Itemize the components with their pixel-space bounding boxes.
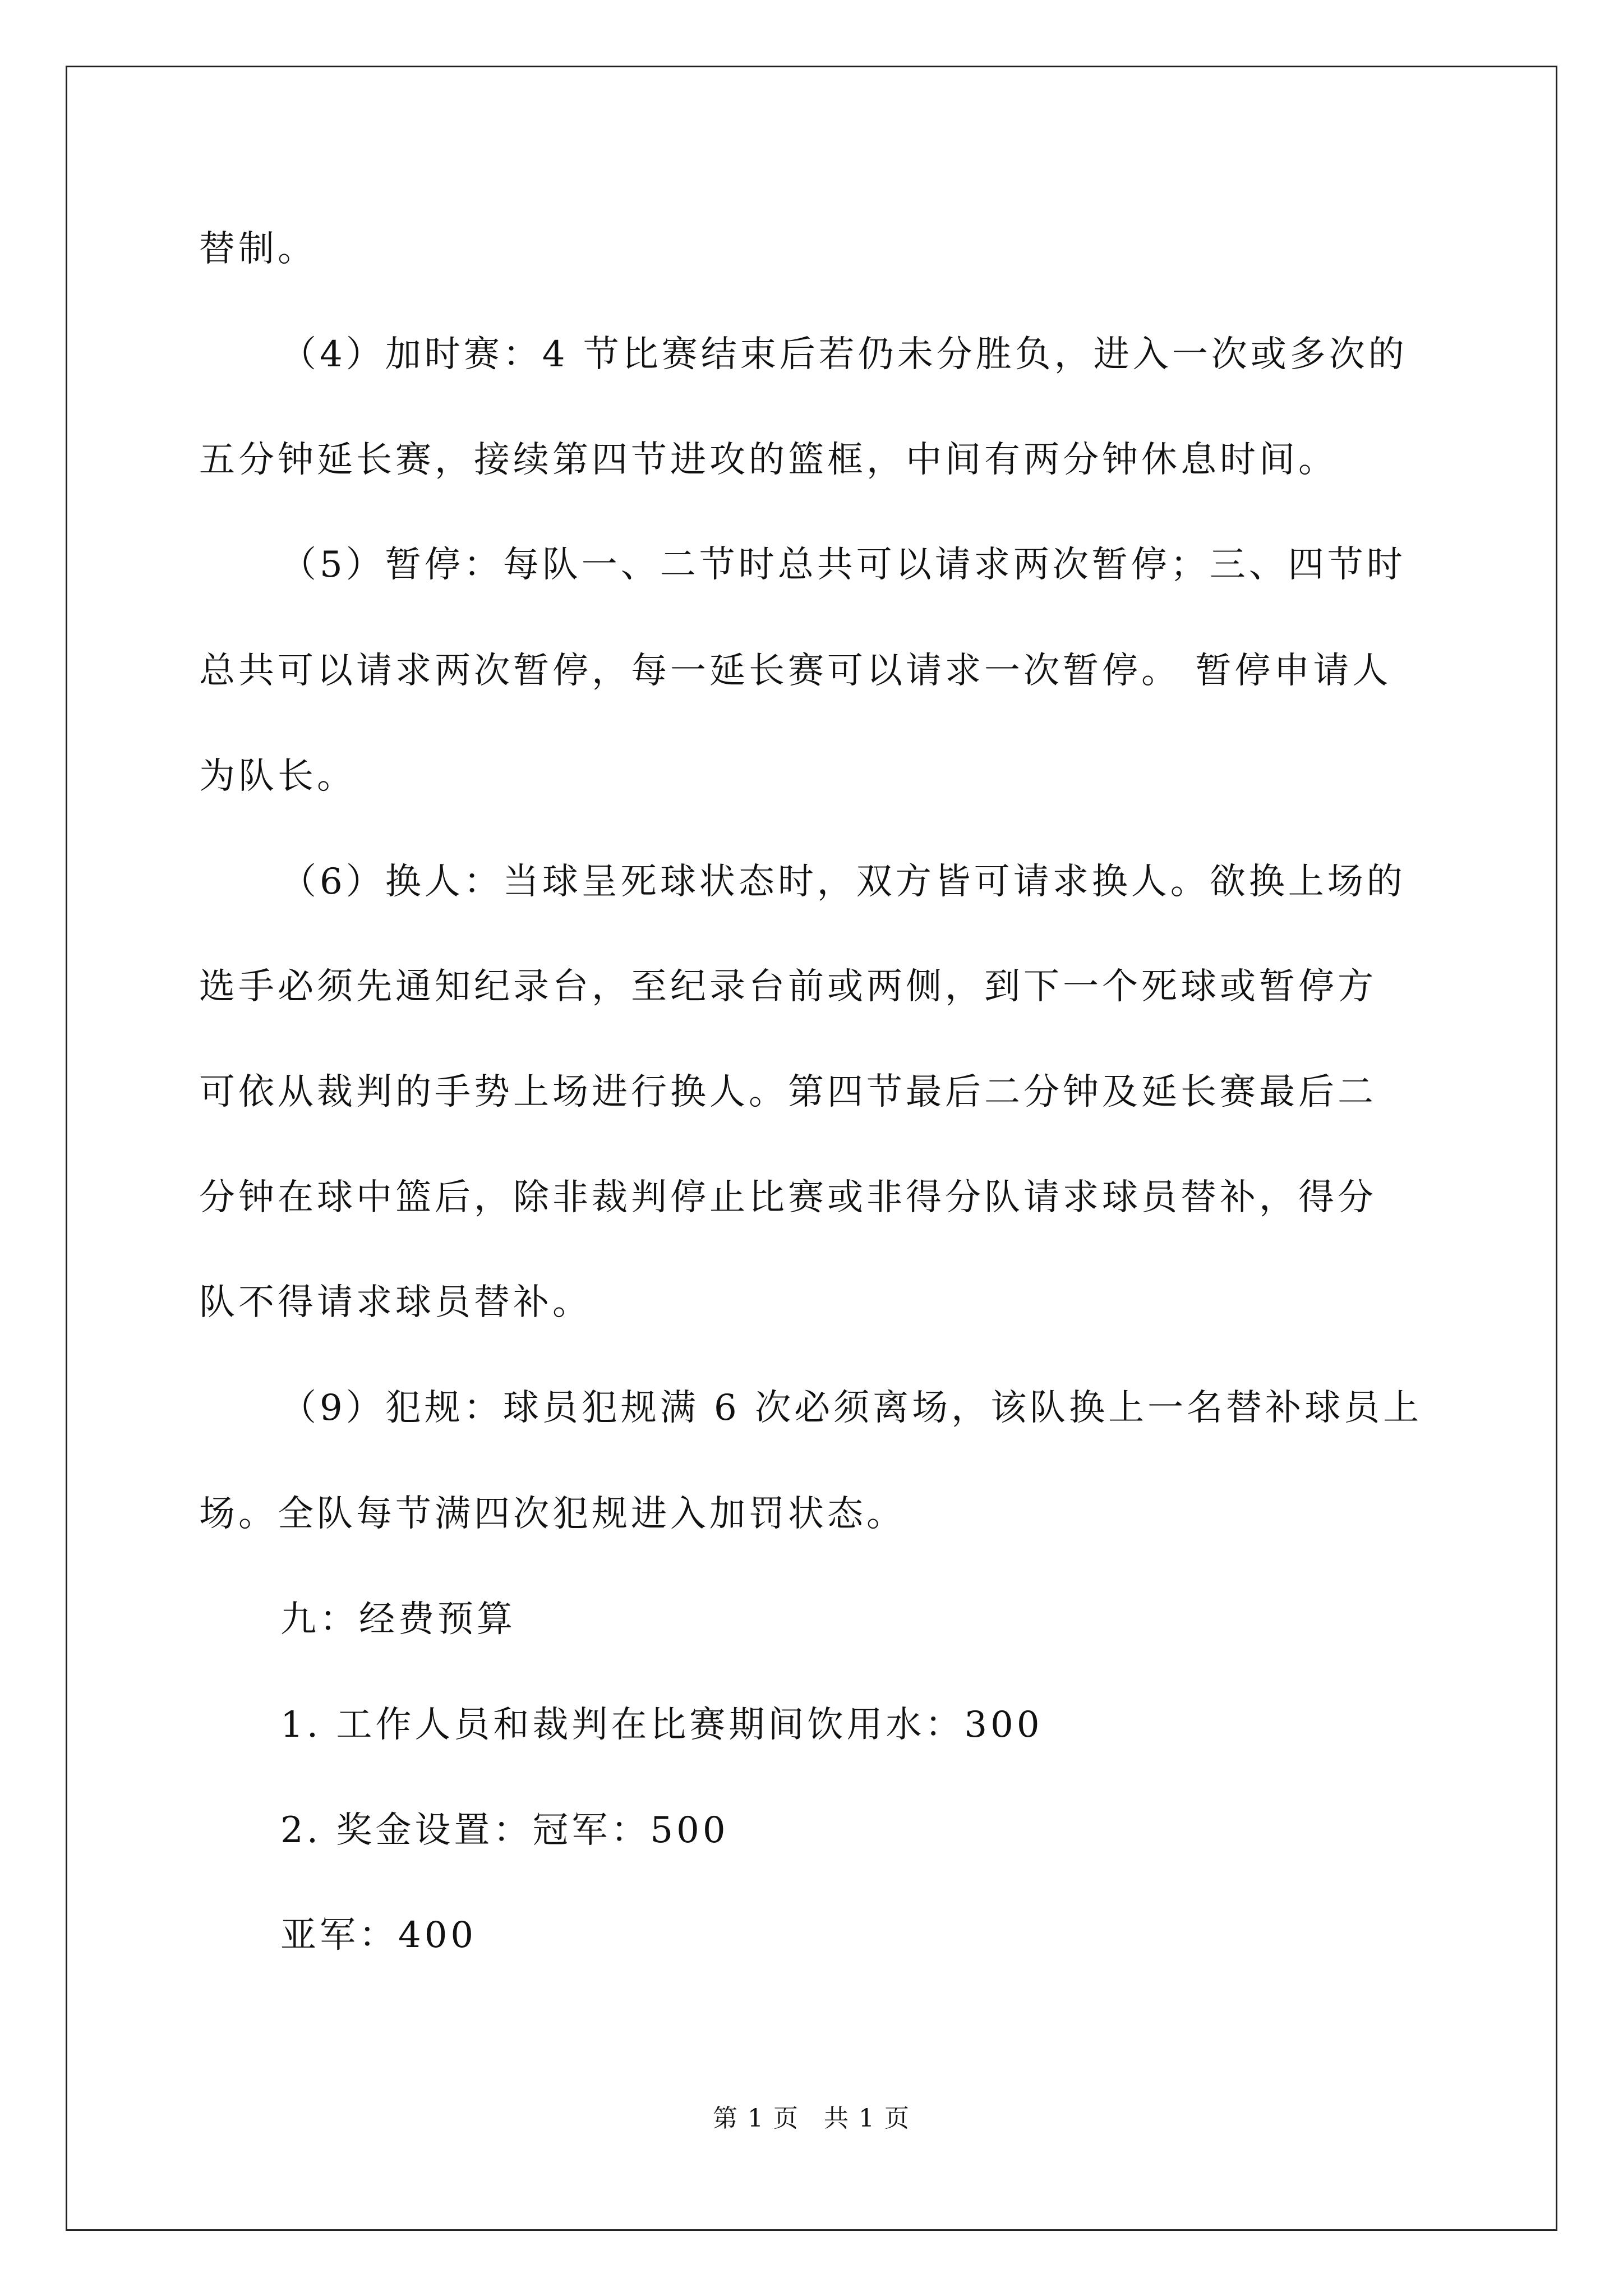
text-line: 分钟在球中篮后，除非裁判停止比赛或非得分队请求球员替补，得分 [199,1177,1377,1218]
page-border [66,66,1557,2231]
text-line: 场。全队每节满四次犯规进入加罚状态。 [199,1493,906,1535]
list-item: 2. 奖金设置：冠军：500 [280,1810,729,1851]
text-line: （5）暂停：每队一、二节时总共可以请求两次暂停；三、四节时 [280,544,1406,586]
text-line: 总共可以请求两次暂停，每一延长赛可以请求一次暂停。 暂停申请人 [199,650,1392,692]
text-line: （6）换人：当球呈死球状态时，双方皆可请求换人。欲换上场的 [280,861,1406,903]
text-line: 为队长。 [199,756,356,797]
section-heading: 九：经费预算 [280,1599,516,1640]
text-line: （9）犯规：球员犯规满 6 次必须离场，该队换上一名替补球员上 [280,1387,1423,1429]
text-line: 队不得请求球员替补。 [199,1282,592,1323]
text-line: 选手必须先通知纪录台，至纪录台前或两侧，到下一个死球或暂停方 [199,966,1377,1007]
page-footer [0,2098,1623,2134]
text-line: 亚军：400 [280,1915,477,1956]
text-line: 可依从裁判的手势上场进行换人。第四节最后二分钟及延长赛最后二 [199,1071,1377,1113]
list-item: 1. 工作人员和裁判在比赛期间饮用水：300 [280,1704,1043,1746]
page-total: 共 1 页 [824,2104,910,2133]
text-line: （4）加时赛：4 节比赛结束后若仍未分胜负，进入一次或多次的 [280,334,1408,375]
page-number: 第 1 页 [713,2104,799,2133]
text-line: 五分钟延长赛，接续第四节进攻的篮框，中间有两分钟休息时间。 [199,439,1338,481]
text-line: 替制。 [199,228,317,270]
